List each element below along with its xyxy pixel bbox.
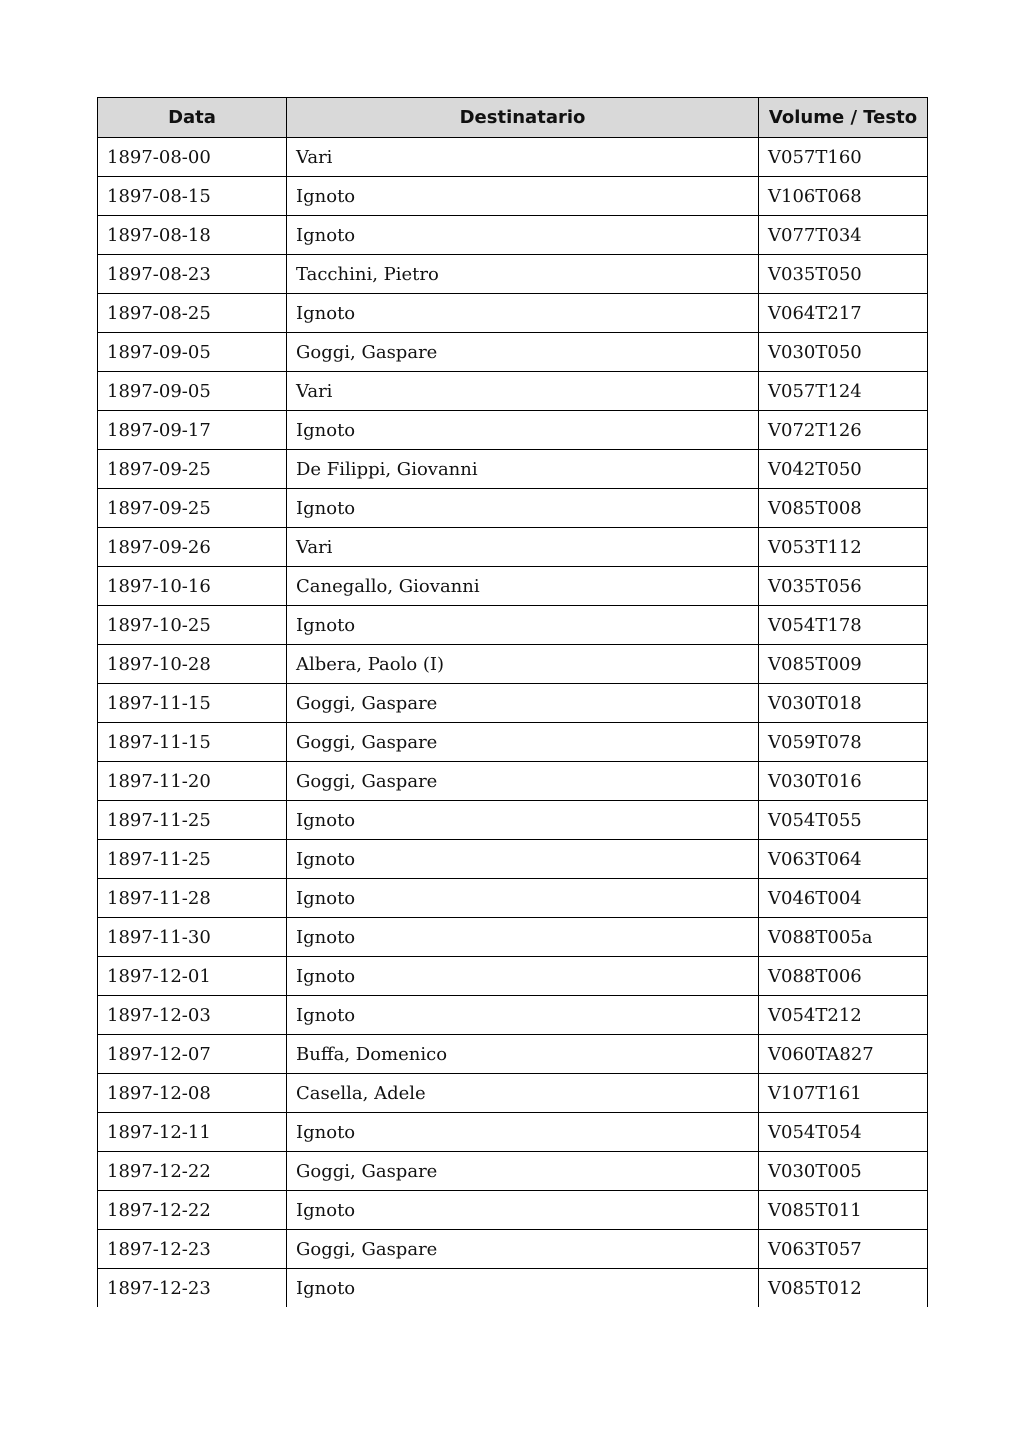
cell-data: 1897-12-22 [98, 1152, 287, 1191]
cell-destinatario: Goggi, Gaspare [287, 333, 759, 372]
cell-data: 1897-11-25 [98, 801, 287, 840]
cell-data: 1897-08-00 [98, 138, 287, 177]
cell-data: 1897-11-15 [98, 684, 287, 723]
cell-volume-testo: V054T212 [759, 996, 928, 1035]
cell-volume-testo: V072T126 [759, 411, 928, 450]
table-body [98, 138, 928, 1308]
cell-destinatario: Goggi, Gaspare [287, 723, 759, 762]
cell-destinatario: Ignoto [287, 840, 759, 879]
cell-destinatario: Vari [287, 528, 759, 567]
cell-volume-testo: V035T050 [759, 255, 928, 294]
cell-volume-testo: V054T054 [759, 1113, 928, 1152]
cell-volume-testo: V035T056 [759, 567, 928, 606]
cell-volume-testo: V057T160 [759, 138, 928, 177]
table-row [98, 567, 928, 606]
cell-destinatario: Ignoto [287, 1113, 759, 1152]
cell-volume-testo: V057T124 [759, 372, 928, 411]
cell-data: 1897-12-07 [98, 1035, 287, 1074]
cell-destinatario: Ignoto [287, 294, 759, 333]
cell-destinatario: Ignoto [287, 489, 759, 528]
cell-volume-testo: V054T055 [759, 801, 928, 840]
table-row [98, 528, 928, 567]
cell-destinatario: Ignoto [287, 879, 759, 918]
cell-destinatario: Ignoto [287, 996, 759, 1035]
cell-destinatario: Goggi, Gaspare [287, 762, 759, 801]
table-row [98, 450, 928, 489]
letters-table-container [97, 97, 927, 1307]
cell-destinatario: Vari [287, 372, 759, 411]
table-row [98, 177, 928, 216]
table-row [98, 372, 928, 411]
cell-data: 1897-11-28 [98, 879, 287, 918]
letters-table [97, 97, 928, 1307]
table-row [98, 957, 928, 996]
cell-data: 1897-08-15 [98, 177, 287, 216]
cell-data: 1897-09-25 [98, 489, 287, 528]
cell-destinatario: Ignoto [287, 177, 759, 216]
cell-data: 1897-09-05 [98, 372, 287, 411]
cell-data: 1897-08-18 [98, 216, 287, 255]
cell-destinatario: Ignoto [287, 918, 759, 957]
cell-volume-testo: V088T006 [759, 957, 928, 996]
cell-volume-testo: V063T057 [759, 1230, 928, 1269]
table-row [98, 489, 928, 528]
cell-data: 1897-09-25 [98, 450, 287, 489]
cell-destinatario: Albera, Paolo (I) [287, 645, 759, 684]
cell-volume-testo: V054T178 [759, 606, 928, 645]
cell-data: 1897-09-05 [98, 333, 287, 372]
cell-destinatario: Ignoto [287, 216, 759, 255]
cell-destinatario: Goggi, Gaspare [287, 1230, 759, 1269]
cell-volume-testo: V085T012 [759, 1269, 928, 1308]
cell-volume-testo: V085T011 [759, 1191, 928, 1230]
table-row [98, 333, 928, 372]
cell-destinatario: Ignoto [287, 1191, 759, 1230]
cell-destinatario: Ignoto [287, 411, 759, 450]
cell-data: 1897-08-23 [98, 255, 287, 294]
cell-destinatario: Goggi, Gaspare [287, 684, 759, 723]
table-row [98, 684, 928, 723]
cell-volume-testo: V063T064 [759, 840, 928, 879]
cell-destinatario: Ignoto [287, 1269, 759, 1308]
cell-destinatario: Ignoto [287, 606, 759, 645]
cell-volume-testo: V088T005a [759, 918, 928, 957]
cell-data: 1897-10-25 [98, 606, 287, 645]
table-row [98, 723, 928, 762]
cell-data: 1897-10-28 [98, 645, 287, 684]
column-header-data: Data [98, 98, 287, 138]
table-row [98, 1035, 928, 1074]
cell-destinatario: Casella, Adele [287, 1074, 759, 1113]
table-row [98, 255, 928, 294]
cell-volume-testo: V064T217 [759, 294, 928, 333]
table-row [98, 1152, 928, 1191]
cell-data: 1897-09-17 [98, 411, 287, 450]
table-row [98, 1191, 928, 1230]
table-row [98, 216, 928, 255]
cell-data: 1897-12-08 [98, 1074, 287, 1113]
table-row [98, 840, 928, 879]
cell-destinatario: Tacchini, Pietro [287, 255, 759, 294]
cell-data: 1897-10-16 [98, 567, 287, 606]
column-header-volume-testo: Volume / Testo [759, 98, 928, 138]
table-row [98, 1230, 928, 1269]
cell-data: 1897-09-26 [98, 528, 287, 567]
cell-volume-testo: V106T068 [759, 177, 928, 216]
column-header-destinatario: Destinatario [287, 98, 759, 138]
table-row [98, 1074, 928, 1113]
cell-destinatario: Buffa, Domenico [287, 1035, 759, 1074]
cell-volume-testo: V085T008 [759, 489, 928, 528]
table-row [98, 1113, 928, 1152]
cell-data: 1897-11-30 [98, 918, 287, 957]
cell-data: 1897-11-20 [98, 762, 287, 801]
cell-volume-testo: V046T004 [759, 879, 928, 918]
cell-volume-testo: V053T112 [759, 528, 928, 567]
cell-data: 1897-12-23 [98, 1230, 287, 1269]
table-header [98, 98, 928, 138]
table-row [98, 996, 928, 1035]
cell-volume-testo: V030T018 [759, 684, 928, 723]
cell-destinatario: Goggi, Gaspare [287, 1152, 759, 1191]
cell-volume-testo: V030T016 [759, 762, 928, 801]
table-row [98, 918, 928, 957]
cell-volume-testo: V042T050 [759, 450, 928, 489]
table-row [98, 645, 928, 684]
cell-data: 1897-11-25 [98, 840, 287, 879]
table-row [98, 879, 928, 918]
cell-volume-testo: V060TA827 [759, 1035, 928, 1074]
cell-volume-testo: V085T009 [759, 645, 928, 684]
cell-destinatario: Vari [287, 138, 759, 177]
table-row [98, 138, 928, 177]
table-row [98, 294, 928, 333]
cell-destinatario: Ignoto [287, 957, 759, 996]
cell-volume-testo: V077T034 [759, 216, 928, 255]
cell-data: 1897-11-15 [98, 723, 287, 762]
table-row [98, 801, 928, 840]
cell-destinatario: Ignoto [287, 801, 759, 840]
table-row [98, 762, 928, 801]
cell-data: 1897-12-03 [98, 996, 287, 1035]
cell-data: 1897-08-25 [98, 294, 287, 333]
cell-volume-testo: V059T078 [759, 723, 928, 762]
cell-data: 1897-12-22 [98, 1191, 287, 1230]
cell-data: 1897-12-11 [98, 1113, 287, 1152]
table-row [98, 1269, 928, 1308]
cell-data: 1897-12-23 [98, 1269, 287, 1308]
cell-destinatario: De Filippi, Giovanni [287, 450, 759, 489]
cell-destinatario: Canegallo, Giovanni [287, 567, 759, 606]
cell-data: 1897-12-01 [98, 957, 287, 996]
cell-volume-testo: V030T050 [759, 333, 928, 372]
cell-volume-testo: V030T005 [759, 1152, 928, 1191]
cell-volume-testo: V107T161 [759, 1074, 928, 1113]
table-row [98, 606, 928, 645]
table-row [98, 411, 928, 450]
header-row [98, 98, 928, 138]
